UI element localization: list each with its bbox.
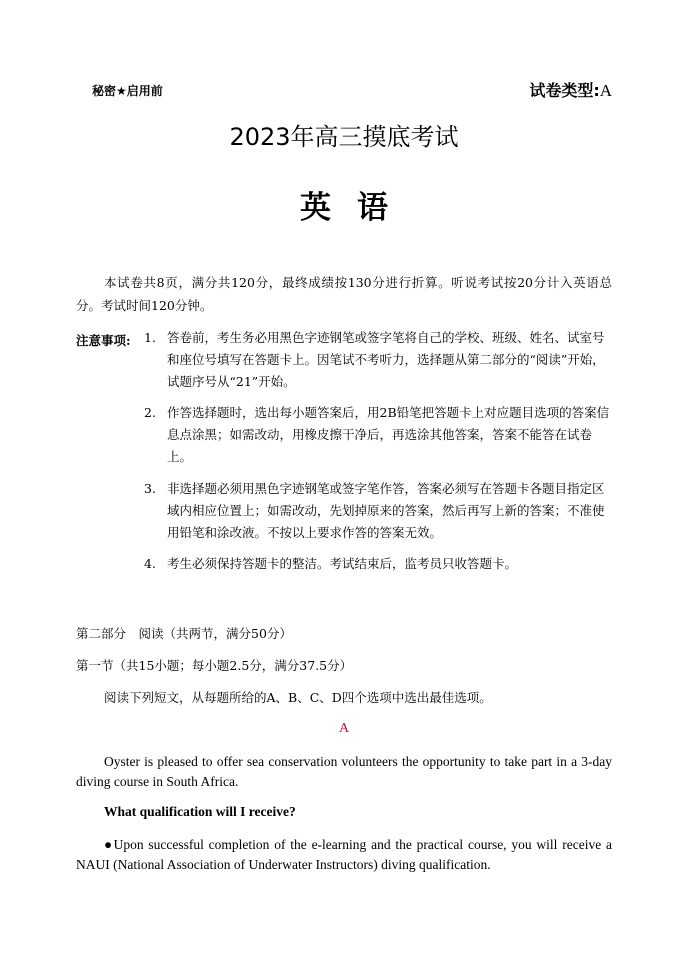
passage-paragraph: Oyster is pleased to offer sea conservation volunteers the opportunity to take part in a 3-day diving course in South Africa. [76, 754, 612, 789]
confidential-mark: 秘密★启用前 [92, 84, 163, 98]
passage-subheading: What qualification will I receive? [104, 804, 296, 819]
notice-item-text: 答卷前，考生务必用黑色字迹钢笔或签字笔将自己的学校、班级、姓名、试室号和座位号填写在答题卡上。因笔试不考听力，选择题从第二部分的“阅读”开始，试题序号从“21”开始。 [167, 330, 605, 389]
notice-item-number: 1. [144, 330, 156, 345]
notice-item-text: 作答选择题时，选出每小题答案后，用2B铅笔把答题卡上对应题目选项的答案信息点涂黑；如需改动，用橡皮擦干净后，再选涂其他答案，答案不能答在试卷上。 [167, 405, 610, 464]
notice-item [144, 553, 612, 575]
part-two-heading: 第二部分 阅读（共两节，满分50分） [76, 626, 292, 641]
notice-item [144, 478, 612, 544]
paper-type-value: A [599, 81, 612, 100]
notice-item [144, 327, 612, 393]
notice-label: 注意事项: [76, 333, 131, 348]
notice-item-text: 非选择题必须用黑色字迹钢笔或签字笔作答，答案必须写在答题卡各题目指定区域内相应位置上；如需改动，先划掉原来的答案，然后再写上新的答案；不准使用铅笔和涂改液。不按以上要求作答的答案无效。 [167, 481, 605, 540]
notice-item [144, 402, 612, 468]
notice-item-number: 3. [144, 481, 156, 496]
notice-item-text: 考生必须保持答题卡的整洁。考试结束后，监考员只收答题卡。 [167, 556, 518, 571]
notice-item-number: 2. [144, 405, 156, 420]
passage-paragraph: ●Upon successful completion of the e-learning and the practical course, you will receive a NAUI (National Association of Underwater Instructors) diving qualification. [76, 837, 612, 872]
intro-paragraph: 本试卷共8页，满分共120分，最终成绩按130分进行折算。听说考试按20分计入英语总分。考试时间120分钟。 [76, 275, 612, 313]
section-one-heading: 第一节（共15小题；每小题2.5分，满分37.5分） [76, 658, 353, 673]
passage-letter: A [338, 721, 350, 736]
reading-instruction: 阅读下列短文，从每题所给的A、B、C、D四个选项中选出最佳选项。 [104, 690, 492, 705]
paper-type-label: 试卷类型: [529, 81, 600, 100]
subject-title: 英语 [300, 190, 414, 226]
paper-type [529, 78, 612, 101]
notice-item-number: 4. [144, 556, 156, 571]
exam-title: 2023年高三摸底考试 [229, 123, 459, 151]
